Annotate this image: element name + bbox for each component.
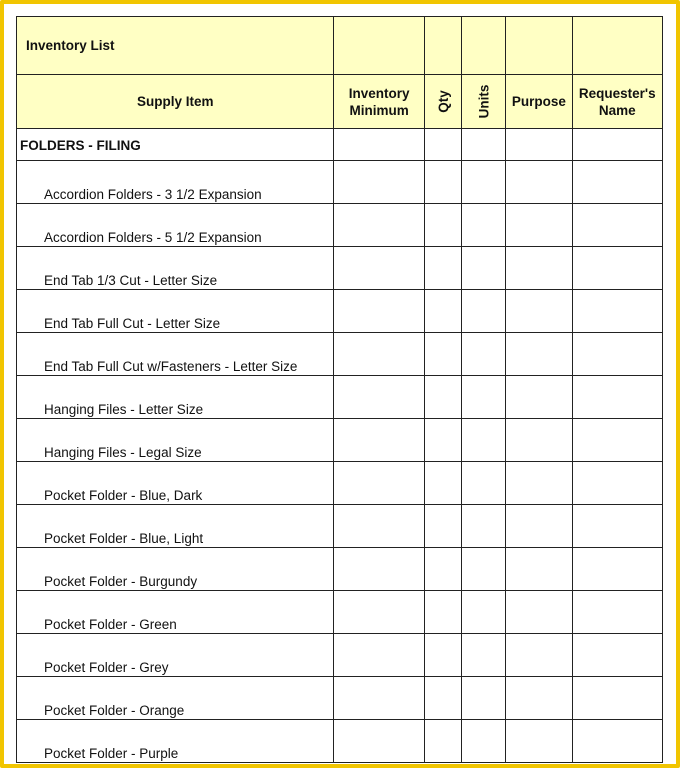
inventory-minimum-cell[interactable]: [334, 204, 424, 247]
supply-item-name: Hanging Files - Legal Size: [17, 419, 334, 462]
units-cell[interactable]: [462, 548, 506, 591]
supply-item-name: Pocket Folder - Blue, Light: [17, 505, 334, 548]
inventory-minimum-cell[interactable]: [334, 376, 424, 419]
qty-cell[interactable]: [424, 462, 461, 505]
purpose-cell[interactable]: [506, 204, 572, 247]
requester-cell[interactable]: [572, 376, 662, 419]
inventory-minimum-cell[interactable]: [334, 161, 424, 204]
supply-item-name: End Tab Full Cut - Letter Size: [17, 290, 334, 333]
requester-cell[interactable]: [572, 333, 662, 376]
table-row: [17, 376, 663, 419]
table-row: [17, 677, 663, 720]
qty-cell[interactable]: [424, 161, 461, 204]
category-label: FOLDERS - FILING: [17, 129, 334, 161]
supply-item-name: Pocket Folder - Grey: [17, 634, 334, 677]
title-cell-blank: [334, 17, 424, 75]
purpose-cell[interactable]: [506, 462, 572, 505]
qty-cell[interactable]: [424, 720, 461, 763]
purpose-cell[interactable]: [506, 677, 572, 720]
table-row: [17, 591, 663, 634]
header-units: [462, 75, 506, 129]
qty-cell[interactable]: [424, 548, 461, 591]
units-cell[interactable]: [462, 290, 506, 333]
inventory-minimum-cell[interactable]: [334, 290, 424, 333]
supply-item-name: Pocket Folder - Burgundy: [17, 548, 334, 591]
page-title: Inventory List: [17, 17, 334, 75]
title-cell-blank: [506, 17, 572, 75]
inventory-minimum-cell[interactable]: [334, 634, 424, 677]
supply-item-name: Pocket Folder - Green: [17, 591, 334, 634]
title-cell-blank: [572, 17, 662, 75]
qty-cell[interactable]: [424, 677, 461, 720]
purpose-cell[interactable]: [506, 333, 572, 376]
units-cell[interactable]: [462, 720, 506, 763]
units-cell[interactable]: [462, 462, 506, 505]
supply-item-name: End Tab 1/3 Cut - Letter Size: [17, 247, 334, 290]
table-row: [17, 161, 663, 204]
inventory-table: [16, 16, 663, 763]
table-row: [17, 634, 663, 677]
qty-cell[interactable]: [424, 333, 461, 376]
header-inventory-minimum: Inventory Minimum: [334, 75, 424, 129]
qty-cell[interactable]: [424, 505, 461, 548]
units-cell[interactable]: [462, 333, 506, 376]
purpose-cell[interactable]: [506, 376, 572, 419]
title-cell-blank: [462, 17, 506, 75]
supply-item-name: End Tab Full Cut w/Fasteners - Letter Size: [17, 333, 334, 376]
qty-cell[interactable]: [424, 634, 461, 677]
supply-item-name: Hanging Files - Letter Size: [17, 376, 334, 419]
qty-cell[interactable]: [424, 290, 461, 333]
units-cell[interactable]: [462, 419, 506, 462]
requester-cell[interactable]: [572, 290, 662, 333]
inventory-minimum-cell[interactable]: [334, 505, 424, 548]
title-cell-blank: [424, 17, 461, 75]
inventory-minimum-cell[interactable]: [334, 720, 424, 763]
units-cell[interactable]: [462, 591, 506, 634]
table-row: [17, 548, 663, 591]
inventory-minimum-cell[interactable]: [334, 462, 424, 505]
requester-cell[interactable]: [572, 247, 662, 290]
units-cell[interactable]: [462, 129, 506, 161]
table-row: [17, 462, 663, 505]
requester-cell[interactable]: [572, 720, 662, 763]
requester-cell[interactable]: [572, 548, 662, 591]
purpose-cell[interactable]: [506, 548, 572, 591]
inventory-minimum-cell[interactable]: [334, 548, 424, 591]
table-row: [17, 247, 663, 290]
title-row: [17, 17, 663, 75]
units-cell[interactable]: [462, 677, 506, 720]
units-cell[interactable]: [462, 161, 506, 204]
purpose-cell[interactable]: [506, 161, 572, 204]
requester-cell[interactable]: [572, 505, 662, 548]
requester-cell[interactable]: [572, 419, 662, 462]
table-row: [17, 505, 663, 548]
header-qty: [424, 75, 461, 129]
requester-cell[interactable]: [572, 204, 662, 247]
header-units-label: Units: [476, 84, 492, 119]
inventory-minimum-cell[interactable]: [334, 247, 424, 290]
header-supply-item: Supply Item: [17, 75, 334, 129]
units-cell[interactable]: [462, 505, 506, 548]
supply-item-name: Accordion Folders - 3 1/2 Expansion: [17, 161, 334, 204]
table-row: [17, 720, 663, 763]
requester-cell[interactable]: [572, 634, 662, 677]
units-cell[interactable]: [462, 247, 506, 290]
qty-cell[interactable]: [424, 247, 461, 290]
purpose-cell[interactable]: [506, 720, 572, 763]
units-cell[interactable]: [462, 634, 506, 677]
supply-item-name: Pocket Folder - Blue, Dark: [17, 462, 334, 505]
requester-cell[interactable]: [572, 677, 662, 720]
qty-cell[interactable]: [424, 129, 461, 161]
header-row: [17, 75, 663, 129]
table-row: [17, 204, 663, 247]
requester-cell[interactable]: [572, 129, 662, 161]
units-cell[interactable]: [462, 204, 506, 247]
requester-cell[interactable]: [572, 591, 662, 634]
purpose-cell[interactable]: [506, 290, 572, 333]
purpose-cell[interactable]: [506, 591, 572, 634]
header-purpose: Purpose: [506, 75, 572, 129]
inventory-minimum-cell[interactable]: [334, 677, 424, 720]
requester-cell[interactable]: [572, 462, 662, 505]
category-row: [17, 129, 663, 161]
purpose-cell[interactable]: [506, 505, 572, 548]
qty-cell[interactable]: [424, 591, 461, 634]
purpose-cell[interactable]: [506, 634, 572, 677]
purpose-cell[interactable]: [506, 419, 572, 462]
table-row: [17, 419, 663, 462]
supply-item-name: Accordion Folders - 5 1/2 Expansion: [17, 204, 334, 247]
inventory-minimum-cell[interactable]: [334, 129, 424, 161]
supply-item-name: Pocket Folder - Purple: [17, 720, 334, 763]
requester-cell[interactable]: [572, 161, 662, 204]
inventory-minimum-cell[interactable]: [334, 591, 424, 634]
inventory-minimum-cell[interactable]: [334, 419, 424, 462]
purpose-cell[interactable]: [506, 247, 572, 290]
qty-cell[interactable]: [424, 204, 461, 247]
table-row: [17, 333, 663, 376]
units-cell[interactable]: [462, 376, 506, 419]
inventory-minimum-cell[interactable]: [334, 333, 424, 376]
header-qty-label: Qty: [435, 90, 451, 113]
purpose-cell[interactable]: [506, 129, 572, 161]
table-row: [17, 290, 663, 333]
qty-cell[interactable]: [424, 376, 461, 419]
header-requesters-name: Requester's Name: [572, 75, 662, 129]
qty-cell[interactable]: [424, 419, 461, 462]
supply-item-name: Pocket Folder - Orange: [17, 677, 334, 720]
